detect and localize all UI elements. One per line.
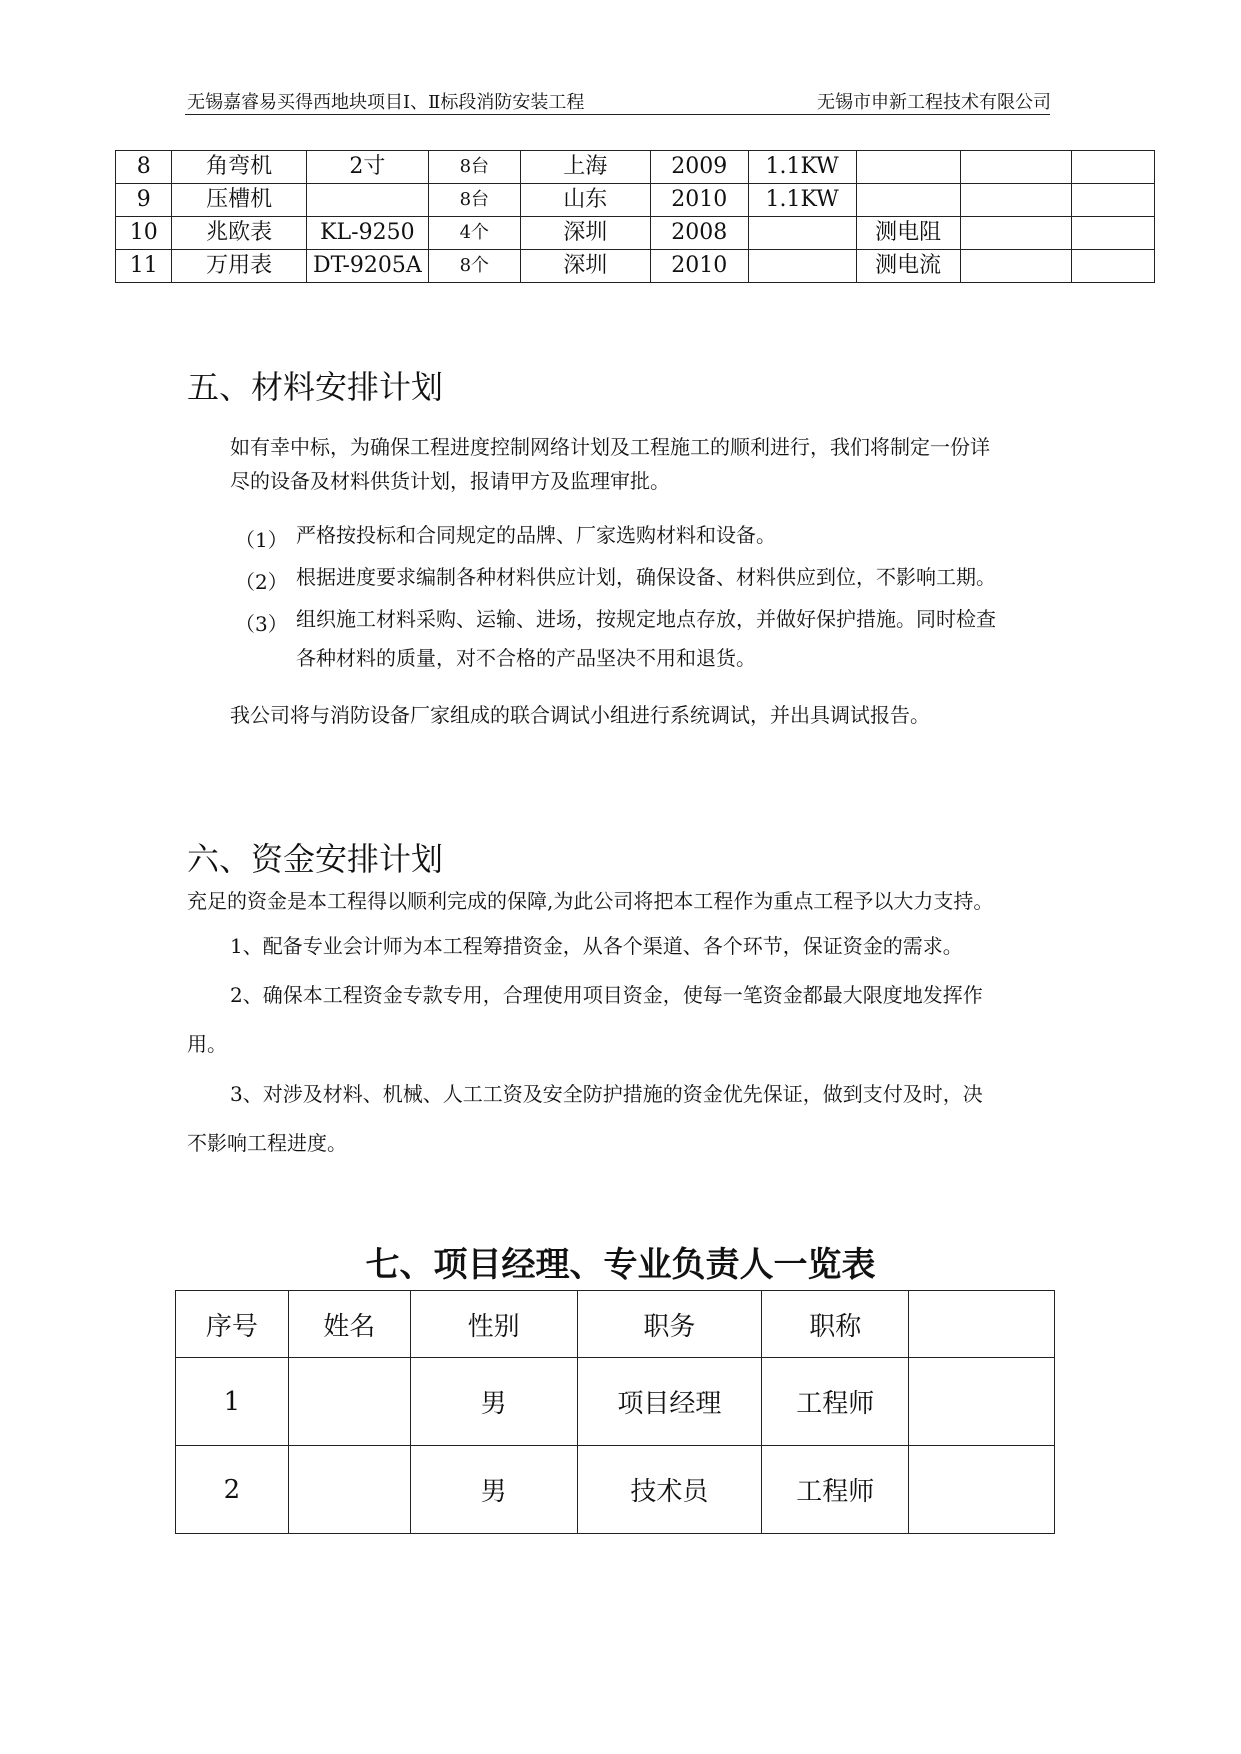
cell-origin: 上海: [520, 151, 650, 184]
cell-position: 技术员: [577, 1446, 762, 1534]
equipment-table: [115, 150, 1155, 283]
cell-qty: 8个: [429, 250, 521, 283]
list-item-number: （3）: [235, 612, 288, 636]
section6-item-2-cont: 用。: [187, 1032, 227, 1056]
cell-empty: [960, 250, 1071, 283]
header-name: 姓名: [288, 1291, 410, 1358]
cell-power: 1.1KW: [748, 151, 856, 184]
cell-empty: [909, 1358, 1055, 1446]
cell-year: 2010: [650, 184, 748, 217]
cell-qty: 8台: [429, 151, 521, 184]
cell-empty: [1071, 151, 1154, 184]
cell-spec: KL-9250: [306, 217, 428, 250]
list-item-text-cont: 各种材料的质量，对不合格的产品坚决不用和退货。: [296, 646, 756, 670]
section5-intro-line1: 如有幸中标，为确保工程进度控制网络计划及工程施工的顺利进行，我们将制定一份详: [230, 435, 990, 459]
cell-origin: 山东: [520, 184, 650, 217]
cell-empty: [960, 151, 1071, 184]
cell-year: 2010: [650, 250, 748, 283]
list-item-text: 组织施工材料采购、运输、进场，按规定地点存放，并做好保护措施。同时检查: [296, 607, 996, 631]
cell-no: 1: [176, 1358, 289, 1446]
cell-empty: [960, 184, 1071, 217]
cell-no: 9: [116, 184, 172, 217]
list-item-number: （1）: [235, 528, 288, 552]
cell-empty: [1071, 250, 1154, 283]
staff-table: [175, 1290, 1055, 1534]
section6-item-3: 3、对涉及材料、机械、人工工资及安全防护措施的资金优先保证，做到支付及时，决: [230, 1082, 983, 1106]
section6-item-1: 1、配备专业会计师为本工程筹措资金，从各个渠道、各个环节，保证资金的需求。: [230, 934, 963, 958]
table-row: [116, 151, 1155, 184]
cell-use: 测电流: [856, 250, 960, 283]
cell-origin: 深圳: [520, 250, 650, 283]
cell-name: 压槽机: [172, 184, 306, 217]
cell-title: 工程师: [762, 1358, 909, 1446]
cell-power: [748, 217, 856, 250]
header-rule: [185, 114, 1050, 115]
cell-spec: [306, 184, 428, 217]
cell-position: 项目经理: [577, 1358, 762, 1446]
list-item-number: （2）: [235, 570, 288, 594]
section6-intro: 充足的资金是本工程得以顺利完成的保障,为此公司将把本工程作为重点工程予以大力支持。: [187, 889, 994, 913]
cell-name: 角弯机: [172, 151, 306, 184]
cell-use: 测电阻: [856, 217, 960, 250]
cell-qty: 8台: [429, 184, 521, 217]
cell-title: 工程师: [762, 1446, 909, 1534]
cell-year: 2009: [650, 151, 748, 184]
cell-gender: 男: [410, 1358, 577, 1446]
list-item-text: 根据进度要求编制各种材料供应计划，确保设备、材料供应到位，不影响工期。: [296, 565, 996, 589]
cell-empty: [1071, 217, 1154, 250]
cell-name: 万用表: [172, 250, 306, 283]
cell-power: 1.1KW: [748, 184, 856, 217]
cell-empty: [909, 1446, 1055, 1534]
cell-empty: [1071, 184, 1154, 217]
cell-no: 11: [116, 250, 172, 283]
section5-title: 五、材料安排计划: [187, 368, 444, 406]
table-row: [176, 1446, 1055, 1534]
cell-origin: 深圳: [520, 217, 650, 250]
header-gender: 性别: [410, 1291, 577, 1358]
cell-spec: 2寸: [306, 151, 428, 184]
cell-name: [288, 1358, 410, 1446]
section6-title: 六、资金安排计划: [187, 840, 444, 878]
header-no: 序号: [176, 1291, 289, 1358]
table-header-row: [176, 1291, 1055, 1358]
cell-no: 8: [116, 151, 172, 184]
cell-year: 2008: [650, 217, 748, 250]
table-row: [116, 217, 1155, 250]
cell-name: 兆欧表: [172, 217, 306, 250]
cell-gender: 男: [410, 1446, 577, 1534]
table-row: [116, 184, 1155, 217]
header-company-name: 无锡市申新工程技术有限公司: [817, 92, 1051, 113]
list-item-text: 严格按投标和合同规定的品牌、厂家选购材料和设备。: [296, 523, 776, 547]
section7-title: 七、项目经理、专业负责人一览表: [365, 1245, 876, 1285]
cell-no: 2: [176, 1446, 289, 1534]
header-project-name: 无锡嘉睿易买得西地块项目Ⅰ、Ⅱ标段消防安装工程: [187, 92, 585, 113]
cell-no: 10: [116, 217, 172, 250]
table-row: [116, 250, 1155, 283]
header-title: 职称: [762, 1291, 909, 1358]
header-position: 职务: [577, 1291, 762, 1358]
cell-empty: [960, 217, 1071, 250]
cell-use: [856, 184, 960, 217]
table-row: [176, 1358, 1055, 1446]
cell-qty: 4个: [429, 217, 521, 250]
section5-closing: 我公司将与消防设备厂家组成的联合调试小组进行系统调试，并出具调试报告。: [230, 703, 930, 727]
section5-intro-line2: 尽的设备及材料供货计划，报请甲方及监理审批。: [230, 469, 670, 493]
cell-power: [748, 250, 856, 283]
header-empty: [909, 1291, 1055, 1358]
cell-spec: DT-9205A: [306, 250, 428, 283]
section6-item-2: 2、确保本工程资金专款专用，合理使用项目资金，使每一笔资金都最大限度地发挥作: [230, 983, 983, 1007]
cell-use: [856, 151, 960, 184]
cell-name: [288, 1446, 410, 1534]
section6-item-3-cont: 不影响工程进度。: [187, 1131, 347, 1155]
